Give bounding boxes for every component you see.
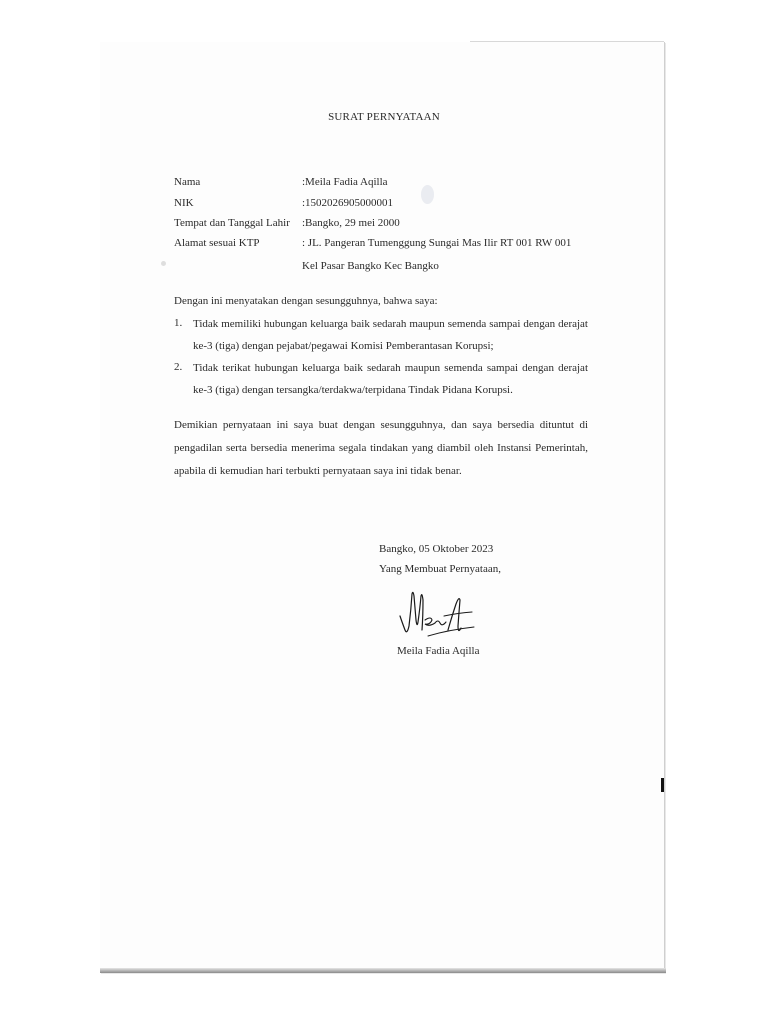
document-title: SURAT PERNYATAAN	[328, 111, 440, 123]
statement-item: Tidak memiliki hubungan keluarga baik sedarah maupun semenda sampai dengan derajat ke-3 (tiga) dengan pejabat/pegawai Komisi Pemberantasan Korupsi;	[193, 318, 588, 352]
address-value-line2: Kel Pasar Bangko Kec Bangko	[302, 260, 439, 272]
statement-item: Tidak terikat hubungan keluarga baik sedarah maupun semenda sampai dengan derajat ke-3 (tiga) dengan tersangka/terdakwa/terpidana Tindak Pidana Korupsi.	[193, 362, 588, 396]
place-date: Bangko, 05 Oktober 2023	[379, 543, 494, 555]
signatory-role: Yang Membuat Pernyataan,	[379, 563, 501, 575]
scan-mark	[661, 778, 664, 792]
page-bottom-shadow	[100, 968, 666, 973]
scan-dot	[161, 261, 166, 266]
address-label: Alamat sesuai KTP	[174, 237, 260, 249]
name-value: :Meila Fadia Aqilla	[302, 176, 388, 188]
birth-label: Tempat dan Tanggal Lahir	[174, 217, 290, 229]
birth-value: :Bangko, 29 mei 2000	[302, 217, 400, 229]
scan-smudge	[421, 185, 434, 204]
name-label: Nama	[174, 176, 201, 188]
handwritten-signature	[398, 586, 478, 642]
statement-number: 1.	[174, 317, 183, 329]
intro-text: Dengan ini menyatakan dengan sesungguhnya, bahwa saya:	[174, 295, 438, 307]
nik-value: :1502026905000001	[302, 197, 394, 209]
signatory-name: Meila Fadia Aqilla	[397, 645, 480, 657]
address-value: : JL. Pangeran Tumenggung Sungai Mas Ilir RT 001 RW 001	[302, 237, 572, 249]
closing-paragraph: Demikian pernyataan ini saya buat dengan sesungguhnya, dan saya bersedia dituntut di pengadilan serta bersedia menerima segala tindakan yang diambil oleh Instansi Pemerintah, apabila di kemudian hari terbukti pernyataan saya ini tidak benar.	[174, 419, 588, 477]
statement-number: 2.	[174, 361, 183, 373]
nik-label: NIK	[174, 197, 194, 209]
page-top-edge	[470, 41, 664, 42]
